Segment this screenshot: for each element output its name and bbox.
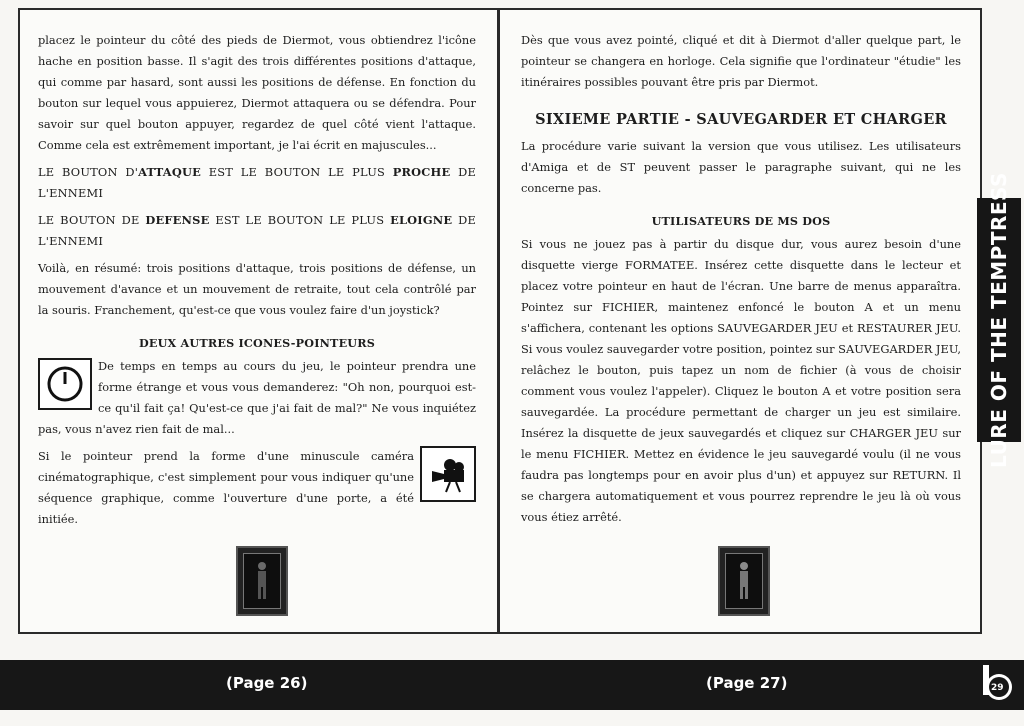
left-paragraph-1: placez le pointeur du côté des pieds de Diermot, vous obtiendrez l'icône hache en position basse. Il s'agit des trois différentes positions d'attaque, qui comme par hasard, sont aussi les positions de défense. En fonction du bouton sur lequel vous appuierez, Diermot attaquera ou se défendra. Pour savoir sur quel bouton appuyer, regardez de quel côté vient l'attaque. Comme cela est extrêmement important, je l'ai écrit en majuscules...: [38, 33, 476, 152]
right-paragraph-2: La procédure varie suivant la version que vous utilisez. Les utilisateurs d'Amiga et de ST peuvent passer le paragraphe suivant, qui ne les concerne pas.: [521, 139, 961, 195]
side-title-tab: [977, 172, 1021, 468]
left-paragraph-2: Voilà, en résumé: trois positions d'attaque, trois positions de défense, un mouvement d'avance et un mouvement de retraite, tout cela contrôlé par la souris. Franchement, qu'est-ce que vous voulez faire d'un joystick?: [38, 261, 476, 317]
right-page: [521, 30, 961, 534]
page-label-right: (Page 27): [706, 674, 788, 692]
part-title: SIXIEME PARTIE - SAUVEGARDER ET CHARGER: [535, 111, 947, 128]
clock-icon: [38, 358, 92, 410]
footer-bar: [0, 660, 1024, 710]
right-paragraph-1: Dès que vous avez pointé, cliqué et dit à Diermot d'aller quelque part, le pointeur se changera en horloge. Cela signifie que l'ordinateur "étudie" les itinéraires possibles pouvant être pris par Diermot.: [521, 33, 961, 89]
right-paragraph-3: Si vous ne jouez pas à partir du disque dur, vous aurez besoin d'une disquette vierge FORMATEE. Insérez cette disquette dans le lecteur et placez votre pointeur en haut de l'écran. Une barre de menus apparaîtra. Pointez sur FICHIER, maintenez enfoncé le bouton A et un menu s'affichera, contenant les options SAUVEGARDER JEU et RESTAURER JEU. Si vous voulez sauvegarder votre position, pointez sur SAUVEGARDER JEU, relâchez le bouton, puis tapez un nom de fichier (à vous de choisir comment vous voulez l'appeler). Cliquez le bouton A et votre position sera sauvegardée. La procédure permettant de charger un jeu est similaire. Insérez la disquette de jeux sauvegardés et cliquez sur CHARGER JEU sur le menu FICHIER. Mettez en évidence le jeu sauvegardé voulu (il ne vous faudra pas longtemps pour en avoir plus d'un) et appuyez sur RETURN. Il se chargera automatiquement et vous pourrez reprendre le jeu là où vous vous étiez arrêté.: [521, 237, 961, 524]
page-number-badge: [980, 660, 1016, 706]
attack-rule: LE BOUTON D'ATTAQUE EST LE BOUTON LE PLUS PROCHE DE L'ENNEMI: [38, 165, 476, 200]
film-camera-icon: [420, 446, 476, 502]
left-page: [38, 30, 476, 536]
side-title: LURE OF THE TEMPTRESS: [987, 172, 1012, 468]
page-number: 29: [991, 683, 1004, 693]
icons-heading: DEUX AUTRES ICONES-POINTEURS: [138, 336, 376, 350]
page-label-left: (Page 26): [226, 674, 308, 692]
left-paragraph-4: Si le pointeur prend la forme d'une minuscule caméra cinématographique, c'est simplement pour vous indiquer qu'une séquence graphique, comme l'ouverture d'une porte, a été initiée.: [38, 446, 476, 530]
left-paragraph-3: De temps en temps au cours du jeu, le pointeur prendra une forme étrange et vous vous demanderez: "Oh non, pourquoi est-ce qu'il fait ça! Qu'est-ce que j'ai fait de mal?" Ne vous inquiétez pas, vous n'avez rien fait de mal...: [38, 359, 476, 436]
msdos-heading: UTILISATEURS DE MS DOS: [651, 214, 831, 228]
knight-portrait-icon: [236, 546, 288, 616]
knight-portrait-icon: [718, 546, 770, 616]
page-divider: [497, 10, 500, 634]
defense-rule: LE BOUTON DE DEFENSE EST LE BOUTON LE PLUS ELOIGNE DE L'ENNEMI: [38, 213, 476, 248]
